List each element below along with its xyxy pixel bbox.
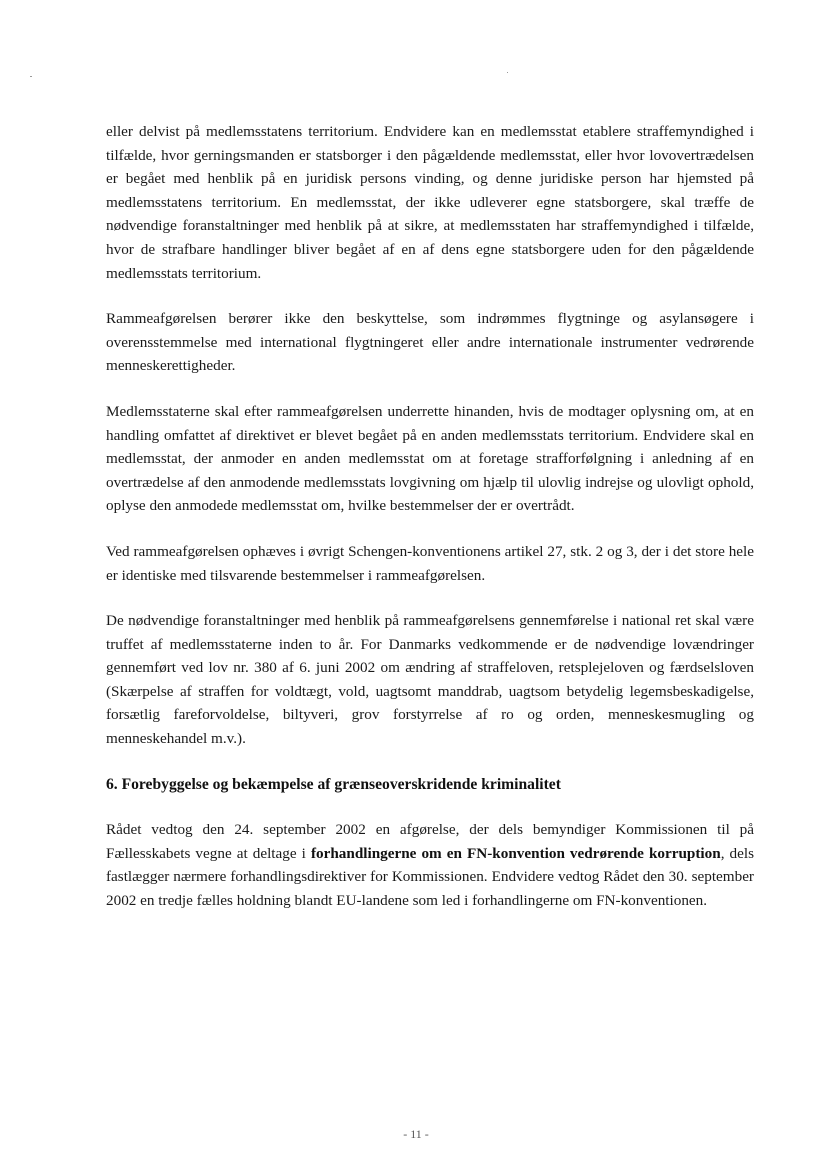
paragraph-refugee-protection: Rammeafgørelsen berører ikke den beskyttelse, som indrømmes flygtninge og asylansøgere i overensstemmelse med international flygtningeret eller andre internationale instrumenter vedrørende menneskerettigheder. [106, 310, 754, 375]
paragraph-schengen-repeal: Ved rammeafgørelsen ophæves i øvrigt Schengen-konventionens artikel 27, stk. 2 og 3, der i det store hele er identiske med tilsvarende bestemmelser i rammeafgørelsen. [106, 542, 754, 584]
bold-phrase: forhandlingerne om en FN-konvention vedrørende korruption [310, 844, 721, 862]
paragraph-notification: Medlemsstaterne skal efter rammeafgørelsen underrette hinanden, hvis de modtager oplysning om, at en handling omfattet af direktivet er blevet begået på en anden medlemsstats territorium. Endvidere skal en medlemsstat, der anmoder en anden medlemsstat om at foretage strafforfølgning i anledning af en overtrædelse af den anmodende medlemsstats lovgivning om hjælp til ulovlig indrejse og ulovligt ophold, oplyse den anmodede medlemsstat om, hvilke bestemmelser der er overtrådt. [106, 402, 754, 515]
page-number: - 11 - [403, 1127, 429, 1141]
paragraph-jurisdiction: eller delvist på medlemsstatens territorium. Endvidere kan en medlemsstat etablere straffemyndighed i tilfælde, hvor gerningsmanden er statsborger i den pågældende medlemsstat, eller hvor lovovertrædelsen er begået med henblik på en juridisk persons vinding, og denne juridiske person har hjemsted på medlemsstatens territorium. En medlemsstat, der ikke udleverer egne statsborgere, skal træffe de nødvendige foranstaltninger med henblik på at sikre, at medlemsstaten har straffemyndighed i tilfælde, hvor de strafbare handlinger bliver begået af en af dens egne statsborgere uden for den pågældende medlemsstats territorium. [106, 123, 754, 282]
document-body [106, 120, 754, 935]
scan-speck [507, 72, 508, 73]
paragraph-text-start: Rådet vedtog den 24. september 2002 en afgørelse, der dels bemyndiger Kommissionen til på Fællesskabets vegne at deltage i [106, 821, 754, 862]
scan-speck [30, 76, 32, 77]
paragraph-un-convention [106, 818, 754, 912]
section-heading: 6. Forebyggelse og bekæmpelse af grænseoverskridende kriminalitet [106, 775, 561, 793]
paragraph-implementation: De nødvendige foranstaltninger med henblik på rammeafgørelsens gennemførelse i national ret skal være truffet af medlemsstaterne inden to år. For Danmarks vedkommende er de nødvendige lovændringer gennemført ved lov nr. 380 af 6. juni 2002 om ændring af straffeloven, retsplejeloven og færdselsloven (Skærpelse af straffen for voldtægt, vold, uagtsomt manddrab, uagtsom betydelig legemsbeskadigelse, forsætlig fareforvoldelse, biltyveri, grov forstyrrelse af ro og orden, menneskesmugling og menneskehandel m.v.). [106, 612, 754, 748]
paragraph-text-end: , dels fastlægger nærmere forhandlingsdirektiver for Kommissionen. Endvidere vedtog Rådet den 30. september 2002 en tredje fælles holdning blandt EU-landene som led i forhandlingerne om FN-konventionen. [106, 844, 755, 910]
